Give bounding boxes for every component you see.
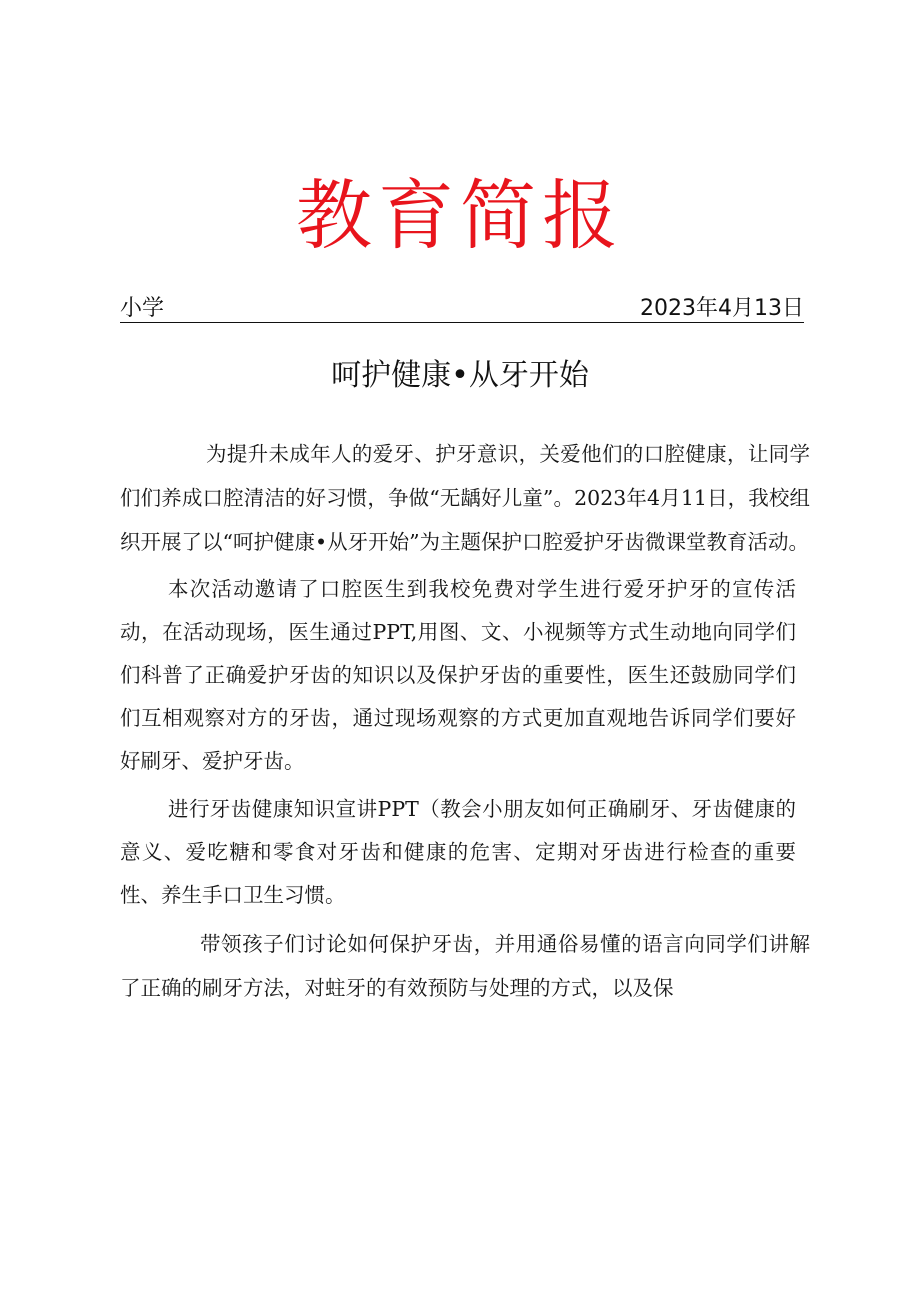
article-paragraph: 进行牙齿健康知识宣讲PPT（教会小朋友如何正确刷牙、牙齿健康的意义、爱吃糖和零食对牙齿和健康的危害、定期对牙齿进行检查的重要性、养生手口卫生习惯。 <box>120 797 796 907</box>
article-paragraph: 为提升未成年人的爱牙、护牙意识，关爱他们的口腔健康，让同学们们养成口腔清洁的好习惯，争做“无龋好儿童”。2023年4月11日，我校组织开展了以“呵护健康•从牙开始”为主题保护口腔爱护牙齿微课堂教育活动。 <box>120 442 810 554</box>
issue-date: 2023年4月13日 <box>640 296 804 321</box>
school-name: 小学 <box>120 296 165 321</box>
masthead-title: 教育简报 <box>296 171 624 260</box>
article-body <box>120 432 810 1010</box>
issue-info-line <box>120 296 804 323</box>
article-headline: 呵护健康•从牙开始 <box>331 358 589 393</box>
article-paragraph: 带领孩子们讨论如何保护牙齿，并用通俗易懂的语言向同学们讲解了正确的刷牙方法，对蛀牙的有效预防与处理的方式，以及保 <box>120 932 810 1000</box>
article-paragraph: 本次活动邀请了口腔医生到我校免费对学生进行爱牙护牙的宣传活动，在活动现场，医生通过PPT,用图、文、小视频等方式生动地向同学们们科普了正确爱护牙齿的知识以及保护牙齿的重要性，医生还鼓励同学们们互相观察对方的牙齿，通过现场观察的方式更加直观地告诉同学们要好好刷牙、爱护牙齿。 <box>120 577 796 773</box>
